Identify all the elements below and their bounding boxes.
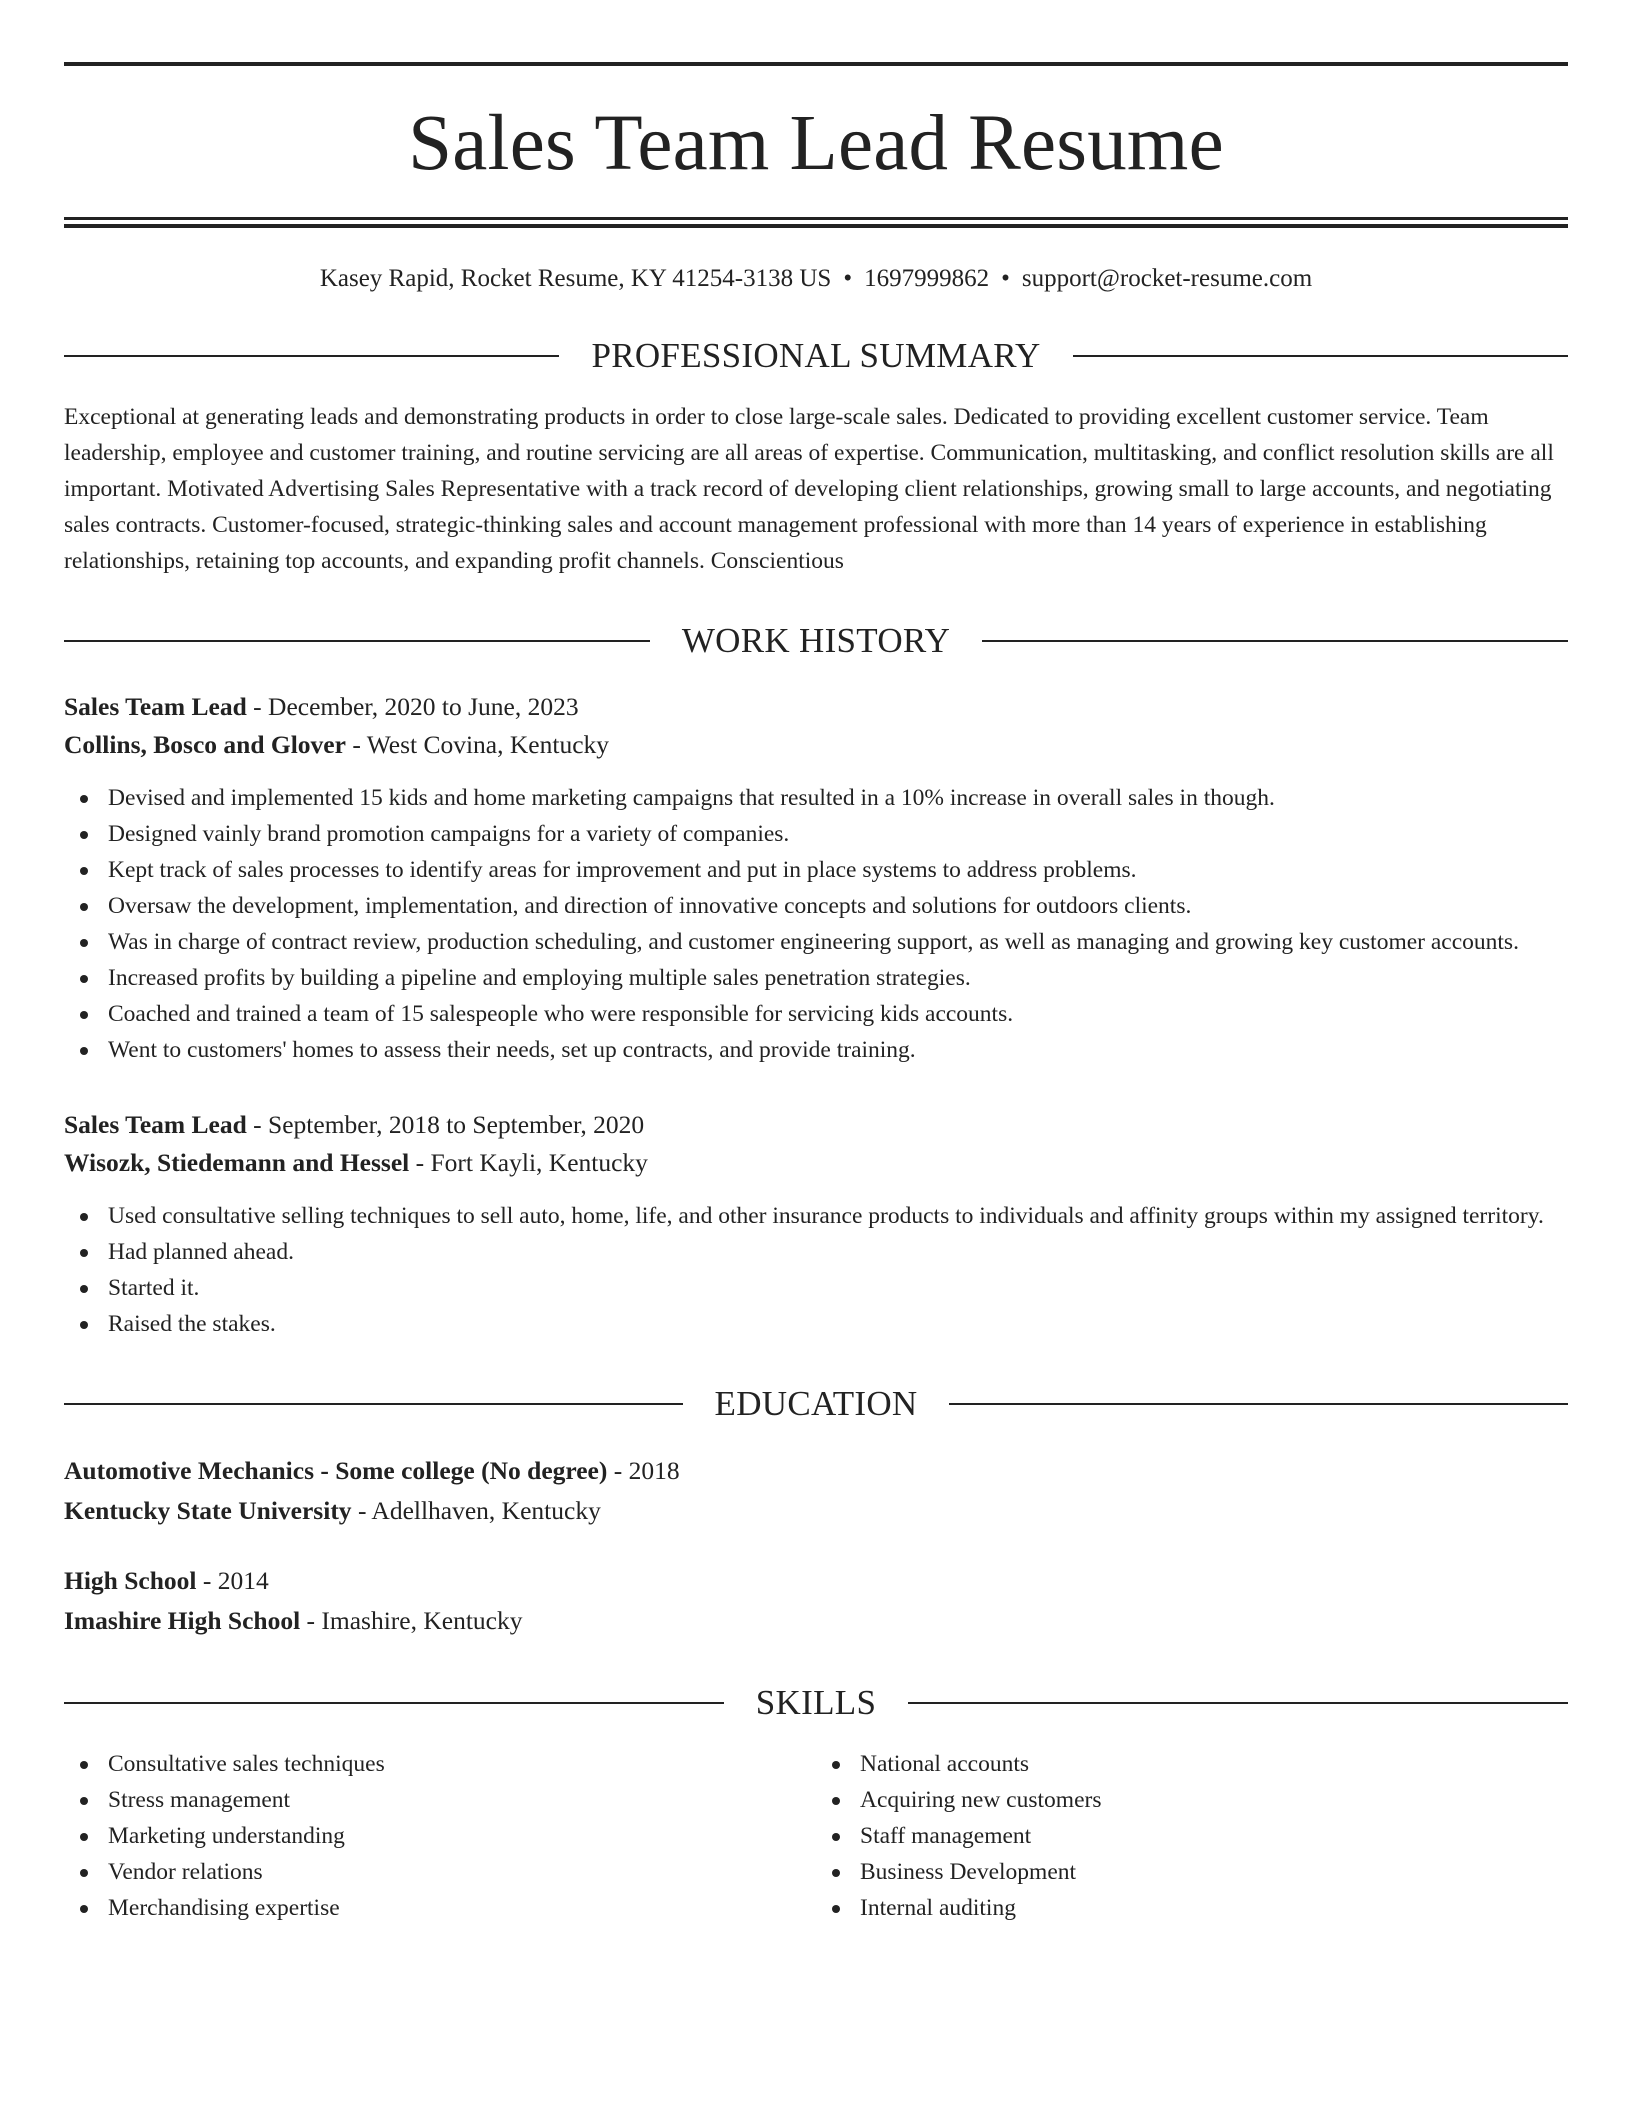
list-item: Kept track of sales processes to identify areas for improvement and put in place systems to address problems. [64,852,1568,888]
job-entry-1 [64,688,1568,1068]
heading-rule-right [982,640,1568,642]
heading-rule-left [64,1702,724,1704]
list-item: Merchandising expertise [64,1890,816,1926]
education-entry-1 [64,1451,1568,1531]
degree: High School [64,1566,197,1595]
list-item: Designed vainly brand promotion campaigns for a variety of companies. [64,816,1568,852]
list-item: Acquiring new customers [816,1782,1568,1818]
degree-line [64,1561,1568,1601]
top-rule [64,62,1568,66]
contact-separator: • [843,265,853,292]
list-item: Consultative sales techniques [64,1746,816,1782]
school-location: - Adellhaven, Kentucky [351,1496,601,1525]
contact-line [64,264,1568,294]
job-company: Collins, Bosco and Glover [64,730,346,759]
job-dates: - December, 2020 to June, 2023 [246,692,579,721]
list-item: Marketing understanding [64,1818,816,1854]
list-item: Was in charge of contract review, production scheduling, and customer engineering support, as well as managing and growing key customer accounts. [64,924,1568,960]
heading-rule-left [64,355,559,357]
list-item: Went to customers' homes to assess their needs, set up contracts, and provide training. [64,1032,1568,1068]
school: Imashire High School [64,1606,301,1635]
contact-address: Kasey Rapid, Rocket Resume, KY 41254-3138 US [319,265,832,292]
summary-section-heading [64,338,1568,373]
list-item: Stress management [64,1782,816,1818]
skills-columns [64,1746,1568,1926]
summary-heading: PROFESSIONAL SUMMARY [591,336,1041,375]
school: Kentucky State University [64,1496,352,1525]
skills-list-right [816,1746,1568,1926]
heading-rule-right [949,1403,1568,1405]
list-item: Devised and implemented 15 kids and home marketing campaigns that resulted in a 10% increase in overall sales in though. [64,780,1568,816]
job-entry-2 [64,1106,1568,1342]
education-heading: EDUCATION [714,1384,918,1423]
education-entry-2 [64,1561,1568,1641]
job-location: - West Covina, Kentucky [345,730,610,759]
job-title-line [64,688,1568,726]
heading-rule-right [1073,355,1568,357]
list-item: Had planned ahead. [64,1234,1568,1270]
list-item: Raised the stakes. [64,1306,1568,1342]
summary-text: Exceptional at generating leads and demonstrating products in order to close large-scale sales. Dedicated to providing excellent customer service. Team leadership, employee and customer training, and routine servicing are all areas of expertise. Communication, multitasking, and conflict resolution skills are all important. Motivated Advertising Sales Representative with a track record of developing client relationships, growing small to large accounts, and negotiating sales contracts. Customer-focused, strategic-thinking sales and account management professional with more than 14 years of experience in establishing relationships, retaining top accounts, and expanding profit channels. Conscientious [64,404,1554,574]
degree-year: - 2014 [196,1566,269,1595]
degree-line [64,1451,1568,1491]
job-company: Wisozk, Stiedemann and Hessel [64,1148,410,1177]
heading-rule-right [908,1702,1568,1704]
school-line [64,1491,1568,1531]
work-heading: WORK HISTORY [681,621,951,660]
skills-heading: SKILLS [755,1683,877,1722]
job-title-line [64,1106,1568,1144]
work-section-heading [64,623,1568,658]
job-company-line [64,1144,1568,1182]
contact-phone: 1697999862 [864,265,990,292]
school-location: - Imashire, Kentucky [300,1606,523,1635]
list-item: Internal auditing [816,1890,1568,1926]
education-section-heading [64,1386,1568,1421]
school-line [64,1601,1568,1641]
list-item: Oversaw the development, implementation, and direction of innovative concepts and solutions for outdoors clients. [64,888,1568,924]
title-double-rule [64,217,1568,228]
job-title: Sales Team Lead [64,1110,247,1139]
degree-year: - 2018 [607,1456,680,1485]
skills-list-left [64,1746,816,1926]
list-item: Used consultative selling techniques to sell auto, home, life, and other insurance products to individuals and affinity groups within my assigned territory. [64,1198,1568,1234]
degree: Automotive Mechanics - Some college (No degree) [64,1456,608,1485]
job-title: Sales Team Lead [64,692,247,721]
skills-section-heading [64,1685,1568,1720]
list-item: Increased profits by building a pipeline and employing multiple sales penetration strategies. [64,960,1568,996]
job-location: - Fort Kayli, Kentucky [409,1148,648,1177]
heading-rule-left [64,1403,683,1405]
list-item: National accounts [816,1746,1568,1782]
job-bullets [64,1198,1568,1342]
contact-separator: • [1001,265,1010,292]
heading-rule-left [64,640,650,642]
list-item: Vendor relations [64,1854,816,1890]
list-item: Coached and trained a team of 15 salespeople who were responsible for servicing kids accounts. [64,996,1568,1032]
list-item: Started it. [64,1270,1568,1306]
contact-email: support@rocket-resume.com [1021,265,1313,292]
list-item: Business Development [816,1854,1568,1890]
resume-title: Sales Team Lead Resume [408,100,1224,187]
job-dates: - September, 2018 to September, 2020 [246,1110,645,1139]
job-company-line [64,726,1568,764]
job-bullets [64,780,1568,1068]
list-item: Staff management [816,1818,1568,1854]
